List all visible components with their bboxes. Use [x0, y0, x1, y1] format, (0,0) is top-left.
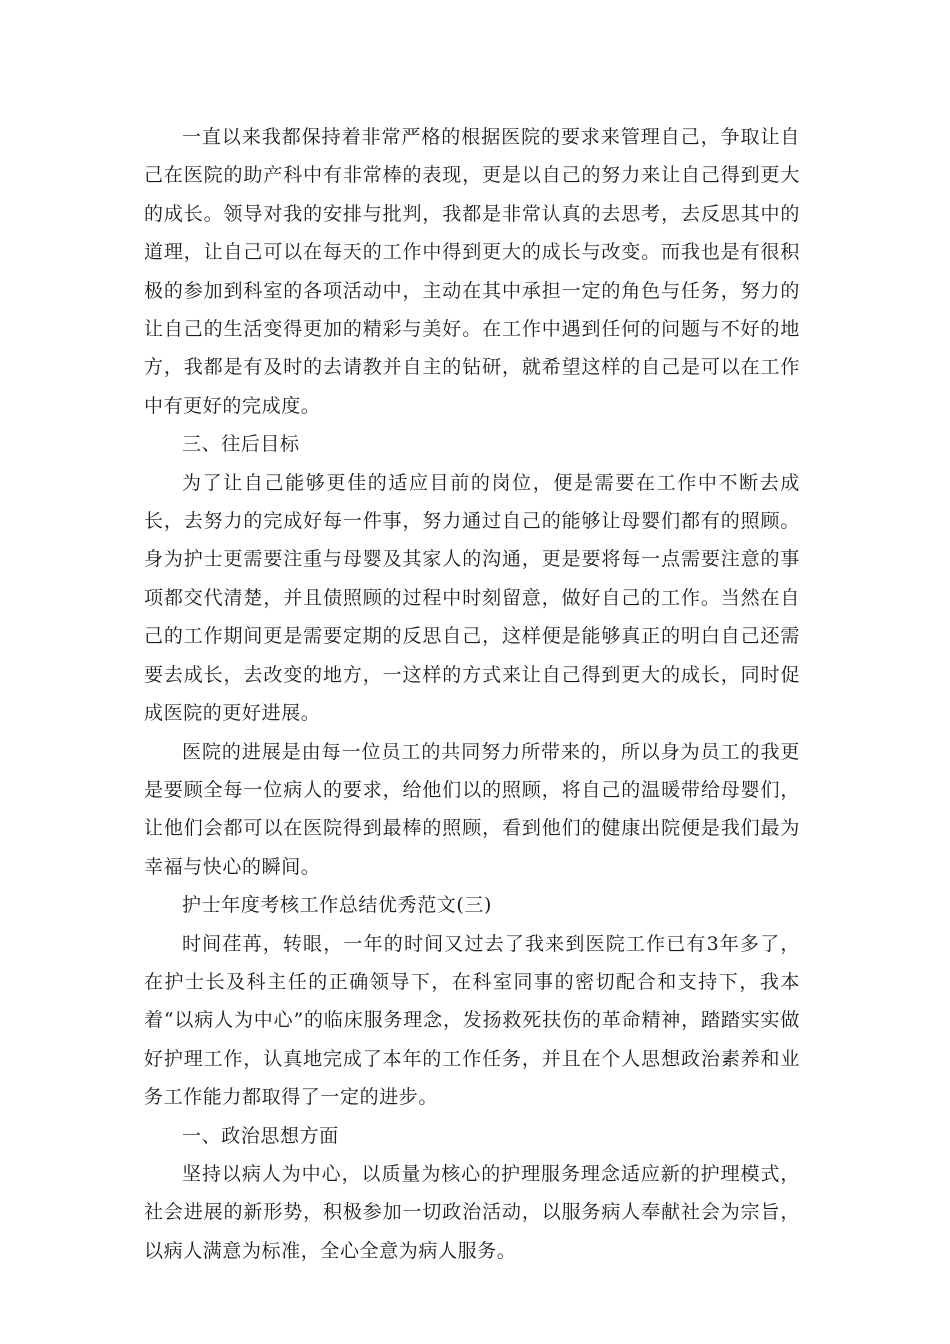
article-title-sample-three: 护士年度考核工作总结优秀范文(三)	[182, 894, 493, 917]
paragraph-adapt-to-position: 为了让自己能够更佳的适应目前的岗位，便是需要在工作中不断去成长，去努力的完成好每一件事，努力通过自己的能够让母婴们都有的照顾。身为护士更需要注重与母婴及其家人的沟通，更是要将每一点需要注意的事项都交代清楚，并且债照顾的过程中时刻留意，做好自己的工作。当然在自己的工作期间更是需要定期的反思自己，这样便是能够真正的明白自己还需要去成长，去改变的地方，一这样的方式来让自己得到更大的成长，同时促成医院的更好进展。	[144, 471, 800, 725]
document-body	[144, 118, 800, 1270]
section-heading-political-thought: 一、政治思想方面	[182, 1124, 339, 1147]
paragraph-hospital-progress: 医院的进展是由每一位员工的共同努力所带来的，所以身为员工的我更是要顾全每一位病人的要求，给他们以的照顾，将自己的温暖带给母婴们，让他们会都可以在医院得到最棒的照顾，看到他们的健康出院便是我们最为幸福与快心的瞬间。	[144, 740, 800, 878]
paragraph-year-review: 时间荏苒，转眼，一年的时间又过去了我来到医院工作已有3年多了，在护士长及科主任的正确领导下，在科室同事的密切配合和支持下，我本着“以病人为中心”的临床服务理念，发扬救死扶伤的革命精神，踏踏实实做好护理工作，认真地完成了本年的工作任务，并且在个人思想政治素养和业务工作能力都取得了一定的进步。	[144, 932, 800, 1109]
paragraph-patient-centered: 坚持以病人为中心，以质量为核心的护理服务理念适应新的护理模式，社会进展的新形势，积极参加一切政治活动，以服务病人奉献社会为宗旨，以病人满意为标准，全心全意为病人服务。	[144, 1162, 800, 1262]
paragraph-self-management: 一直以来我都保持着非常严格的根据医院的要求来管理自己，争取让自己在医院的助产科中有非常棒的表现，更是以自己的努力来让自己得到更大的成长。领导对我的安排与批判，我都是非常认真的去思考，去反思其中的道理，让自己可以在每天的工作中得到更大的成长与改变。而我也是有很积极的参加到科室的各项活动中，主动在其中承担一定的角色与任务，努力的让自己的生活变得更加的精彩与美好。在工作中遇到任何的问题与不好的地方，我都是有及时的去请教并自主的钻研，就希望这样的自己是可以在工作中有更好的完成度。	[144, 126, 800, 417]
section-heading-future-goals: 三、往后目标	[182, 433, 300, 456]
